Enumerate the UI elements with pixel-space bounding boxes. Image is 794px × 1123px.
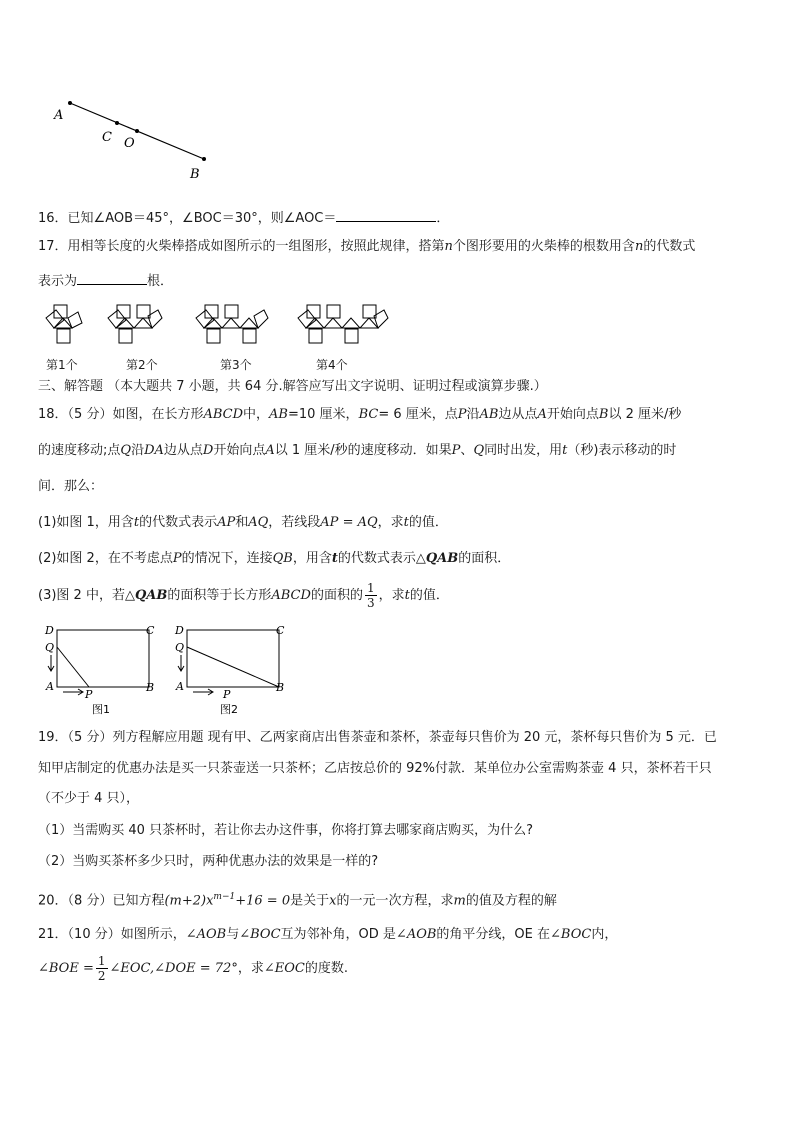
point-c <box>115 121 119 125</box>
label-a: A <box>54 108 64 123</box>
svg-text:Q: Q <box>45 641 55 654</box>
answer-blank-16 <box>336 207 436 222</box>
svg-text:P: P <box>223 688 231 701</box>
question-18-part1: (1)如图 1，用含t的代数式表示AP和AQ，若线段AP = AQ，求t的值． <box>38 515 448 530</box>
figure-2-caption: 图2 <box>220 703 238 716</box>
question-18-line2: 的速度移动;点Q沿DA边从点D开始向点A以 1 厘米/秒的速度移动．如果P、Q同时出发，用t（秒)表示移动的时 <box>38 443 677 458</box>
caption-4: 第4个 <box>316 358 348 372</box>
pattern-2 <box>108 305 162 343</box>
question-18-part2: (2)如图 2，在不考虑点P的情况下，连接QB，用含t的代数式表示△QAB的面积． <box>38 551 511 566</box>
question-18-line3: 间．那么： <box>38 479 104 494</box>
svg-text:B: B <box>276 681 285 694</box>
svg-text:C: C <box>146 624 155 637</box>
question-17-line2: 表示为 根． <box>38 270 758 291</box>
question-19-part1: （1）当需购买 40 只茶杯时，若让你去办这件事，你将打算去哪家商店购买，为什么? <box>38 823 533 838</box>
fraction-one-third: $\frac{1}{3}$ <box>366 581 375 610</box>
question-17-line1: 17．用相等长度的火柴棒搭成如图所示的一组图形，按照此规律，搭第n个图形要用的火柴棒的根数用含n的代数式 <box>38 239 696 254</box>
rectangle-figure-2 <box>170 620 300 720</box>
question-20: 20．（8 分）已知方程$(m+2)x^{m-1}+16 = 0$是关于x的一元一次方程，求m的值及方程的解 <box>38 892 557 909</box>
caption-3: 第3个 <box>220 358 252 372</box>
question-19-part2: （2）当购买茶杯多少只时，两种优惠办法的效果是一样的? <box>38 854 379 869</box>
point-a <box>68 101 72 105</box>
pattern-3 <box>196 305 268 343</box>
question-18-part3: (3)图 2 中，若△QAB的面积等于长方形ABCD的面积的 $\frac{1}{3}$ ，求t的值． <box>38 581 449 610</box>
question-19-line1: 19．（5 分）列方程解应用题 现有甲、乙两家商店出售茶壶和茶杯，茶壶每只售价为 20 元，茶杯每只售价为 5 元．已 <box>38 730 717 745</box>
caption-1: 第1个 <box>46 358 78 372</box>
label-c: C <box>102 130 112 145</box>
svg-text:B: B <box>146 681 155 694</box>
section-3-heading: 三、解答题 （本大题共 7 小题，共 64 分.解答应写出文字说明、证明过程或演算步骤.） <box>38 379 547 394</box>
question-18-line1: 18．（5 分）如图，在长方形ABCD中，AB=10 厘米，BC= 6 厘米，点P沿AB边从点A开始向点B以 2 厘米/秒 <box>38 407 682 422</box>
point-b <box>202 157 206 161</box>
label-b: B <box>190 167 200 182</box>
caption-2: 第2个 <box>126 358 158 372</box>
pattern-4 <box>298 305 388 343</box>
line-segment-figure <box>40 90 240 190</box>
figure-1-caption: 图1 <box>92 703 110 716</box>
rectangle-figure-1 <box>40 620 170 720</box>
svg-text:D: D <box>45 624 54 637</box>
question-21-line1: 21．（10 分）如图所示，∠AOB与∠BOC互为邻补角，OD 是∠AOB的角平分线，OE 在∠BOC内， <box>38 927 618 942</box>
answer-blank-17 <box>77 270 147 285</box>
svg-text:Q: Q <box>175 641 185 654</box>
question-19-line3: （不少于 4 只）， <box>38 791 140 806</box>
question-16: 16．已知∠AOB＝45°，∠BOC＝30°，则∠AOC＝ ． <box>38 207 758 228</box>
question-19-line2: 知甲店制定的优惠办法是买一只茶壶送一只茶杯；乙店按总价的 92%付款．某单位办公室需购茶壶 4 只，茶杯若干只 <box>38 761 712 776</box>
svg-text:D: D <box>175 624 184 637</box>
svg-text:A: A <box>46 680 54 693</box>
point-o <box>135 129 139 133</box>
fraction-one-half: $\frac{1}{2}$ <box>97 954 106 983</box>
label-o: O <box>124 136 135 151</box>
svg-text:A: A <box>176 680 184 693</box>
svg-text:C: C <box>276 624 285 637</box>
question-21-line2: ∠BOE = $\frac{1}{2}$ ∠EOC,∠DOE = 72°，求∠EOC的度数. <box>38 954 348 983</box>
svg-text:P: P <box>85 688 93 701</box>
pattern-1 <box>46 305 82 343</box>
